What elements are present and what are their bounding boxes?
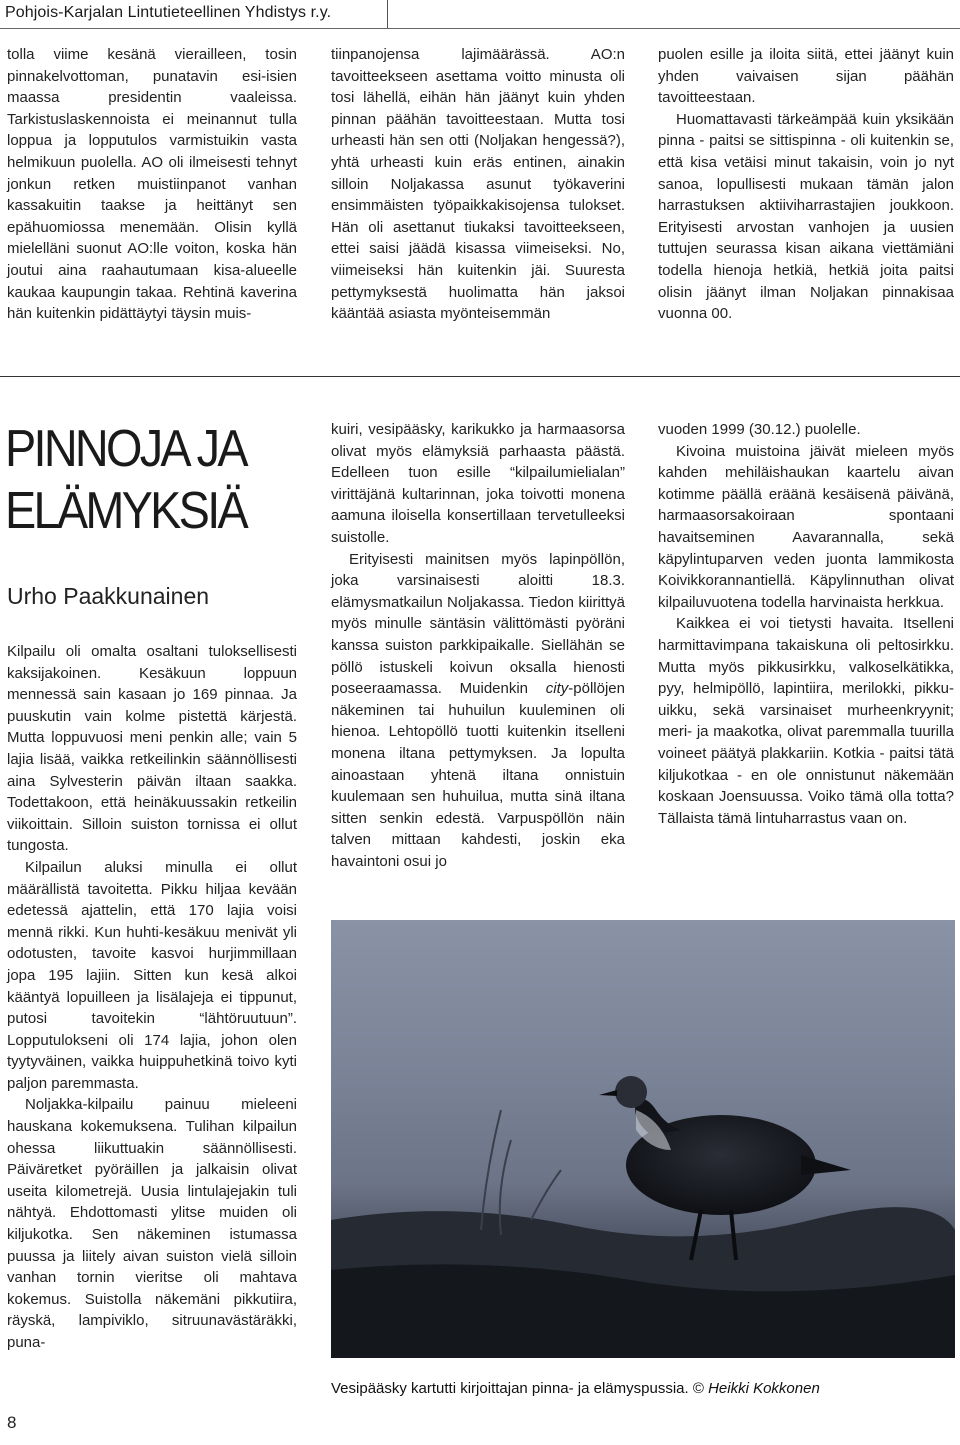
top-column-2 — [331, 44, 625, 325]
header-rule — [0, 28, 960, 29]
paragraph: Kaikkea ei voi tietysti havaita. Itselleni harmittavimpana takaiskuna oli peltosirkku. Mutta myös pikkusirkku, valkoselkätikka, pyy, helmipöllö, lapintiira, merilokki, pikku-uikku, sekä varsinaiset murheenkryynit; meri- ja maakotka, olivat paremmalla tuurilla voineet päätyä plakkariin. Kotkia - paitsi tätä kiljukotkaa - en ole onnistunut näkemään koskaan Joensuussa. Voiko tämä olla totta? Tällaista tämä lintuharrastus vaan on. — [658, 615, 954, 827]
grass-stem — [531, 1170, 561, 1220]
caption-credit: Heikki Kokkonen — [708, 1380, 820, 1397]
paragraph: Noljakka-kilpailu painuu mieleeni hauskana kokemuksena. Tulihan kilpailun ohessa liikuttuakin säännöllisesti. Päiväretket pyöräillen ja jalkaisin olivat useita kilometrejä. Uusia lintulajejakin tuli nähtyä. Ehdottomasti ylitse muiden oli kiljukotka. Sen näkeminen istumassa puussa ja liitely aivan suiston vielä silloin vanhan tornin vieritse oli mahtava kokemus. Suistolla näkemäni pikkutiira, räyskä, lampiviklo, sitruunavästäräkki, puna- — [7, 1096, 297, 1351]
article-column-1 — [7, 641, 297, 1354]
paragraph: puolen esille ja iloita siitä, ettei jäänyt kuin yhden vaivaisen sijan päähän tavoitteestaan. — [658, 46, 954, 107]
paragraph — [331, 549, 625, 873]
grass-stem — [481, 1110, 501, 1230]
paragraph: tolla viime kesänä vierailleen, tosin pinnakelvottoman, punatavin esi-isien maassa presidentin vaaleissa. Tarkistuslaskennoista ei meinannut tulla loppua ja lopputulos varmistuikin vasta helmikuun puolella. AO oli ilmeisesti tehnyt jonkun retken muistiinpanot vanhan kassakuitin taakse ja heittänyt sen epähuomiossa menemään. Olisin kyllä mielelläni suonut AO:lle voiton, koska hän joutui aina raahautumaan kisa-alueelle kaukaa kaupungin takaa. Rehtinä kaverina hän kuitenkin pidättäytyi täysin muis- — [7, 46, 297, 323]
bird-photo — [331, 920, 955, 1358]
article-column-2 — [331, 419, 625, 872]
publisher-name: Pohjois-Karjalan Lintutieteellinen Yhdistys r.y. — [5, 4, 332, 21]
top-column-3 — [658, 44, 954, 325]
page-number: 8 — [7, 1413, 17, 1432]
bird-tail — [801, 1155, 851, 1175]
bird-head — [615, 1076, 647, 1108]
paragraph: Kivoina muistoina jäivät mieleen myös kahden mehiläishaukan kaartelu aivan kotimme päällä eräänä kesäisenä päivänä, harmaasorsakoiraan spontaani havaitseminen Aavarannalla, sekä käpylintuparven veden juonta lammikosta Koivikkorannantiellä. Käpylinnuthan olivat kilpailuvuotena todella harvinaista herkkua. — [658, 442, 954, 611]
paragraph: Huomattavasti tärkeämpää kuin yksikään pinna - paitsi se sittispinna - oli kuitenkin se, että kisa vetäisi minut takaisin, voin jo nyt sanoa, lopullisesti mukaan tämän jalon harrastuksen aktiiviharrastajien joukkoon. Erityisesti arvostan vanhojen ja uusien tuttujen seurassa kisan aikana viettämiäni todella hienoja hetkiä, hetkiä joita paitsi olisin jäänyt ilman Noljakan pinnakisaa vuonna 00. — [658, 110, 954, 323]
article-column-3 — [658, 419, 954, 829]
paragraph: vuoden 1999 (30.12.) puolelle. — [658, 421, 861, 438]
top-column-1 — [7, 44, 297, 325]
caption-text: Vesipääsky kartutti kirjoittajan pinna- ja elämyspussia. © — [331, 1380, 709, 1397]
text-run: Erityisesti mainitsen myös lapinpöllön, joka varsinaisesti aloitti 18.3. elämysmatkailun Noljakassa. Tiedon kiirittyä myös minulle säntäsin välittömästi pyöräni kanssa suiston parkkipaikalle. Siellähän se pöllö istuskeli koivun oksalla hienosti poseeraamassa. Muidenkin — [331, 550, 625, 698]
article-title — [5, 418, 305, 542]
title-line-2: ELÄMYKSIÄ — [5, 482, 247, 540]
italic-word-city: city — [545, 680, 569, 698]
text-run: -pöllöjen näkeminen tai huhuilun kuuleminen oli hienoa. Lehtopöllö tuotti kuitenkin itselleni monena iltana pettymyksen. Ja lopulta ainoastaan yhtenä iltana onnistuin kuulemaan sen huhuilua, mutta sinä iltana sitten senkin edestä. Varpuspöllön näin talven mittaan kahdesti, joskin eka havaintoni osui jo — [331, 680, 625, 870]
phalarope-illustration — [331, 920, 955, 1358]
publisher-header — [0, 0, 388, 29]
section-divider — [0, 376, 960, 377]
title-line-1: PINNOJA JA — [5, 420, 246, 478]
article-author: Urho Paakkunainen — [7, 583, 210, 609]
paragraph: tiinpanojensa lajimäärässä. AO:n tavoitteekseen asettama voitto minusta oli tosi lähellä, eihän hän jäänyt kuin yhden pinnan päähän tavoitteestaan. Mutta tosi urheasti hän sen otti (Noljakan hengessä?), yhtä urheasti kuin eräs entinen, ainakin silloin Noljakassa asunut työkaverini ensimmäisten työpaikkakisojensa tulokset. Hän oli asettanut tiukaksi tavoitteekseen, ettei saisi jäädä kisassa viimeiseksi. No, viimeiseksi hän kuitenkin jäi. Suuresta pettymyksestä huolimatta hän jaksoi kääntää asiasta myönteisemmän — [331, 46, 625, 323]
paragraph: Kilpailun aluksi minulla ei ollut määrällistä tavoitetta. Pikku hiljaa kevään edetessä ajattelin, että 170 lajia voisi mennä rikki. Kun huhti-kesäkuu menivät yli odotusten, tavoite kasvoi hurjimmillaan jopa 195 lajiin. Sitten kun kesä alkoi kääntyä lopuilleen ja lisälajeja ei tippunut, putosi tavoitekin “lähtöruutuun”. Lopputulokseni oli 174 lajia, johon olen tyytyväinen, vaikka huippuhetkinä toivo kyti paljon paremmasta. — [7, 858, 297, 1092]
paragraph: kuiri, vesipääsky, karikukko ja harmaasorsa olivat myös elämyksiä parhaasta päästä. Edelleen tuon esille “kilpailumielialan” virittäjänä kultarinnan, joka toivotti monena aamuna iloisella konsertillaan tervetulleeksi suistolle. — [331, 421, 625, 546]
paragraph: Kilpailu oli omalta osaltani tuloksellisesti kaksijakoinen. Kesäkuun loppuun mennessä sain kasaan jo 169 pinnaa. Ja puuskutin vain kolme pistettä kärjestä. Mutta loppuvuosi meni penkin alle; vain 5 lajia lisää, vaikka retkeilinkin säännöllisesti aina Sylvesterin päivän iltaan saakka. Todettakoon, että heinäkuussakin retkeilin viikoittain. Silloin suiston tornissa ei ollut tungosta. — [7, 643, 297, 855]
photo-caption — [331, 1380, 960, 1397]
bird-beak — [599, 1090, 617, 1096]
